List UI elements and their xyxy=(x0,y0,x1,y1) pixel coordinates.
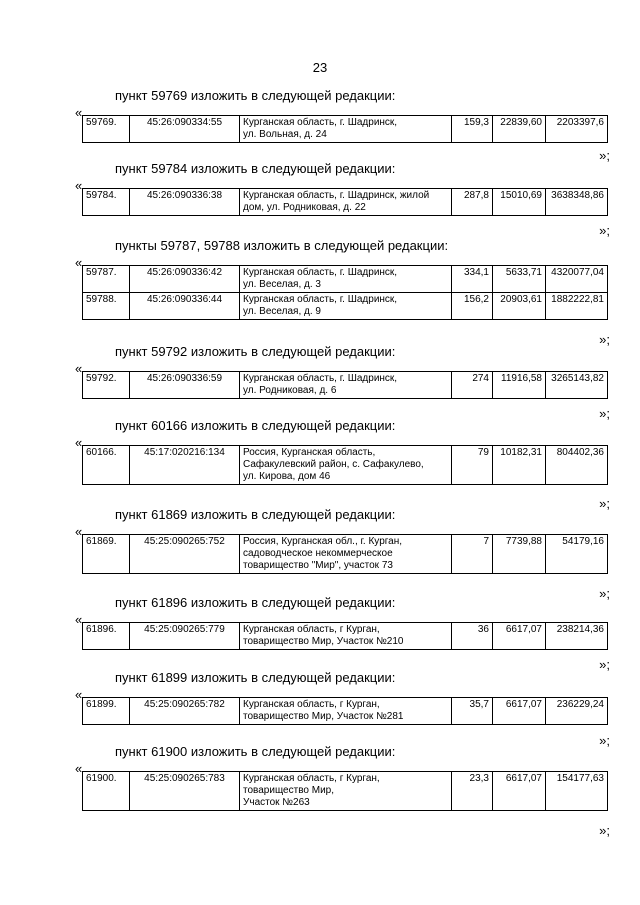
cadastral-number-cell: 45:25:090265:752 xyxy=(130,535,240,574)
address-line: Курганская область, г. Шадринск, xyxy=(243,373,398,384)
area-cell: 287,8 xyxy=(452,189,493,216)
cadastral-number-cell: 45:17:020216:134 xyxy=(130,446,240,485)
address-line: товарищество "Мир", участок 73 xyxy=(243,560,393,571)
open-quote: « xyxy=(75,761,83,776)
open-quote: « xyxy=(75,435,83,450)
address-cell xyxy=(240,623,452,650)
unit-price-cell: 7739,88 xyxy=(493,535,546,574)
address-line: Сафакулевский район, с. Сафакулево, xyxy=(243,459,424,470)
open-quote: « xyxy=(75,255,83,270)
address-line: ул. Веселая, д. 9 xyxy=(243,306,321,317)
area-cell: 334,1 xyxy=(452,266,493,293)
amendment-heading: пункт 61900 изложить в следующей редакции: xyxy=(115,744,396,759)
address-cell xyxy=(240,293,452,320)
item-number-cell: 59788. xyxy=(83,293,130,320)
close-quote: »; xyxy=(599,332,610,347)
unit-price-cell: 6617,07 xyxy=(493,698,546,725)
close-quote: »; xyxy=(599,223,610,238)
cadastral-cost-cell: 3638348,86 xyxy=(546,189,608,216)
open-quote: « xyxy=(75,361,83,376)
page-number: 23 xyxy=(312,60,328,75)
area-cell: 35,7 xyxy=(452,698,493,725)
item-number-cell: 59787. xyxy=(83,266,130,293)
address-cell xyxy=(240,698,452,725)
cadastral-cost-cell: 4320077,04 xyxy=(546,266,608,293)
open-quote: « xyxy=(75,687,83,702)
cadastral-number-cell: 45:25:090265:782 xyxy=(130,698,240,725)
address-line: Участок №263 xyxy=(243,797,310,808)
property-table xyxy=(82,265,608,320)
address-line: Курганская область, г Курган, xyxy=(243,624,380,635)
unit-price-cell: 22839,60 xyxy=(493,116,546,143)
table-row xyxy=(83,189,608,216)
unit-price-cell: 11916,58 xyxy=(493,372,546,399)
amendment-heading: пункт 59792 изложить в следующей редакции: xyxy=(115,344,396,359)
amendment-heading: пункт 61899 изложить в следующей редакции: xyxy=(115,670,396,685)
property-table xyxy=(82,622,608,650)
amendment-heading: пункт 61896 изложить в следующей редакции: xyxy=(115,595,396,610)
property-table xyxy=(82,188,608,216)
address-line: Россия, Курганская обл., г. Курган, xyxy=(243,536,403,547)
table-row xyxy=(83,698,608,725)
cadastral-number-cell: 45:25:090265:783 xyxy=(130,772,240,811)
address-line: товарищество Мир, Участок №210 xyxy=(243,636,404,647)
address-cell xyxy=(240,535,452,574)
amendment-heading: пункт 61869 изложить в следующей редакции: xyxy=(115,507,396,522)
property-table xyxy=(82,445,608,485)
area-cell: 23,3 xyxy=(452,772,493,811)
table-row xyxy=(83,446,608,485)
address-line: товарищество Мир, xyxy=(243,785,334,796)
address-line: Курганская область, г. Шадринск, xyxy=(243,117,398,128)
area-cell: 36 xyxy=(452,623,493,650)
cadastral-number-cell: 45:26:090336:42 xyxy=(130,266,240,293)
property-table xyxy=(82,534,608,574)
property-table xyxy=(82,371,608,399)
address-cell xyxy=(240,372,452,399)
area-cell: 274 xyxy=(452,372,493,399)
table-row xyxy=(83,293,608,320)
amendment-heading: пункт 59769 изложить в следующей редакции: xyxy=(115,88,396,103)
close-quote: »; xyxy=(599,823,610,838)
item-number-cell: 60166. xyxy=(83,446,130,485)
address-line: Курганская область, г. Шадринск, xyxy=(243,267,398,278)
cadastral-number-cell: 45:26:090336:44 xyxy=(130,293,240,320)
table-row xyxy=(83,116,608,143)
address-cell xyxy=(240,116,452,143)
address-line: Курганская область, г. Шадринск, жилой xyxy=(243,190,430,201)
address-line: Курганская область, г Курган, xyxy=(243,773,380,784)
open-quote: « xyxy=(75,178,83,193)
table-row xyxy=(83,772,608,811)
area-cell: 79 xyxy=(452,446,493,485)
close-quote: »; xyxy=(599,733,610,748)
address-line: товарищество Мир, Участок №281 xyxy=(243,711,404,722)
cadastral-cost-cell: 154177,63 xyxy=(546,772,608,811)
open-quote: « xyxy=(75,105,83,120)
address-line: ул. Веселая, д. 3 xyxy=(243,279,321,290)
amendment-heading: пункты 59787, 59788 изложить в следующей редакции: xyxy=(115,238,449,253)
unit-price-cell: 20903,61 xyxy=(493,293,546,320)
cadastral-number-cell: 45:25:090265:779 xyxy=(130,623,240,650)
item-number-cell: 61896. xyxy=(83,623,130,650)
unit-price-cell: 5633,71 xyxy=(493,266,546,293)
address-line: дом, ул. Родниковая, д. 22 xyxy=(243,202,366,213)
item-number-cell: 61899. xyxy=(83,698,130,725)
address-line: Курганская область, г Курган, xyxy=(243,699,380,710)
amendment-heading: пункт 59784 изложить в следующей редакции: xyxy=(115,161,396,176)
address-cell xyxy=(240,189,452,216)
address-line: ул. Родниковая, д. 6 xyxy=(243,385,337,396)
item-number-cell: 61900. xyxy=(83,772,130,811)
amendment-heading: пункт 60166 изложить в следующей редакции: xyxy=(115,418,396,433)
address-cell xyxy=(240,266,452,293)
item-number-cell: 61869. xyxy=(83,535,130,574)
item-number-cell: 59784. xyxy=(83,189,130,216)
unit-price-cell: 10182,31 xyxy=(493,446,546,485)
address-line: Курганская область, г. Шадринск, xyxy=(243,294,398,305)
property-table xyxy=(82,115,608,143)
cadastral-cost-cell: 1882222,81 xyxy=(546,293,608,320)
item-number-cell: 59769. xyxy=(83,116,130,143)
cadastral-number-cell: 45:26:090334:55 xyxy=(130,116,240,143)
area-cell: 7 xyxy=(452,535,493,574)
table-row xyxy=(83,266,608,293)
area-cell: 159,3 xyxy=(452,116,493,143)
address-cell xyxy=(240,446,452,485)
cadastral-cost-cell: 2203397,6 xyxy=(546,116,608,143)
open-quote: « xyxy=(75,612,83,627)
table-row xyxy=(83,535,608,574)
close-quote: »; xyxy=(599,148,610,163)
cadastral-cost-cell: 804402,36 xyxy=(546,446,608,485)
address-line: ул. Кирова, дом 46 xyxy=(243,471,331,482)
address-cell xyxy=(240,772,452,811)
area-cell: 156,2 xyxy=(452,293,493,320)
unit-price-cell: 6617,07 xyxy=(493,623,546,650)
table-row xyxy=(83,372,608,399)
open-quote: « xyxy=(75,524,83,539)
item-number-cell: 59792. xyxy=(83,372,130,399)
close-quote: »; xyxy=(599,496,610,511)
cadastral-cost-cell: 3265143,82 xyxy=(546,372,608,399)
address-line: Россия, Курганская область, xyxy=(243,447,376,458)
property-table xyxy=(82,771,608,811)
address-line: садоводческое некоммерческое xyxy=(243,548,393,559)
cadastral-number-cell: 45:26:090336:38 xyxy=(130,189,240,216)
address-line: ул. Вольная, д. 24 xyxy=(243,129,327,140)
cadastral-cost-cell: 54179,16 xyxy=(546,535,608,574)
cadastral-number-cell: 45:26:090336:59 xyxy=(130,372,240,399)
unit-price-cell: 15010,69 xyxy=(493,189,546,216)
cadastral-cost-cell: 238214,36 xyxy=(546,623,608,650)
table-row xyxy=(83,623,608,650)
property-table xyxy=(82,697,608,725)
cadastral-cost-cell: 236229,24 xyxy=(546,698,608,725)
unit-price-cell: 6617,07 xyxy=(493,772,546,811)
close-quote: »; xyxy=(599,657,610,672)
close-quote: »; xyxy=(599,406,610,421)
close-quote: »; xyxy=(599,586,610,601)
